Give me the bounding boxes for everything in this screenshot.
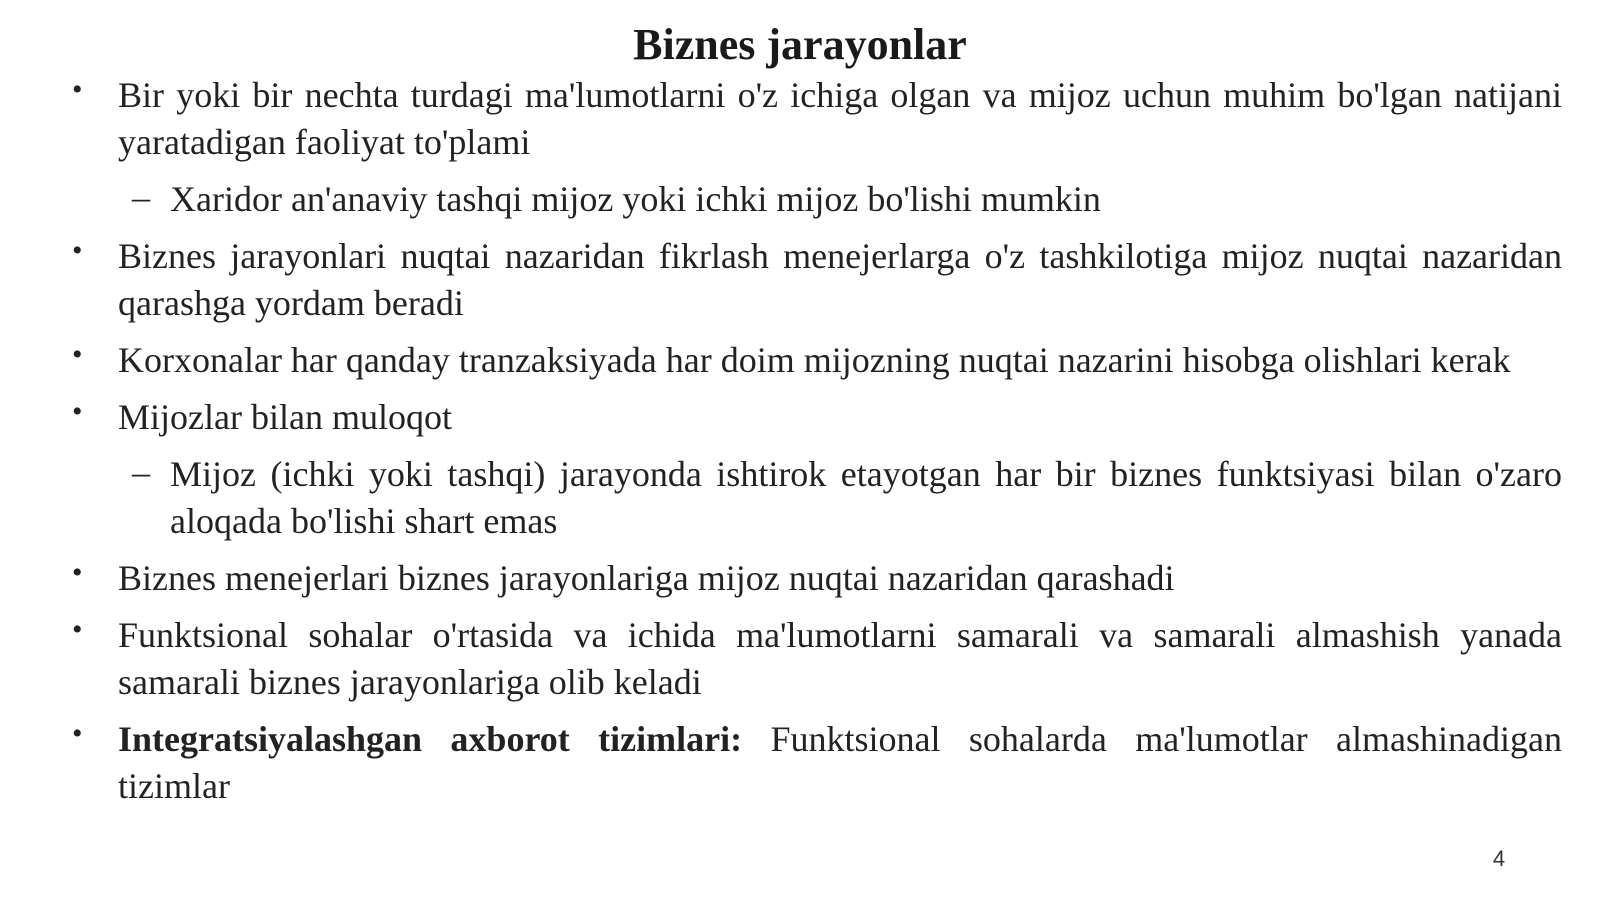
list-item (72, 716, 1562, 810)
bullet-icon: • (72, 613, 83, 646)
list-subitem (72, 451, 1562, 545)
slide-title: Biznes jarayonlar (633, 20, 967, 69)
dash-icon: – (132, 177, 150, 217)
term-definition: Funktsional sohalarda ma'lumotlar almashinadigan tizimlar (118, 719, 1562, 806)
list-item-text: Bir yoki bir nechta turdagi ma'lumotlarni o'z ichiga olgan va mijoz uchun muhim bo'lgan natijani yaratadigan faoliyat to'plami (118, 75, 1562, 162)
bullet-list (72, 72, 1562, 820)
list-subitem-text: Xaridor an'anaviy tashqi mijoz yoki ichki mijoz bo'lishi mumkin (170, 179, 1101, 219)
page-number: 4 (1492, 846, 1506, 871)
list-subitem (72, 176, 1562, 223)
bullet-icon: • (72, 556, 83, 589)
list-item-text: Biznes jarayonlari nuqtai nazaridan fikrlash menejerlarga o'z tashkilotiga mijoz nuqtai nazaridan qarashga yordam beradi (118, 236, 1562, 323)
list-item (72, 394, 1562, 441)
list-item (72, 233, 1562, 327)
list-item (72, 337, 1562, 384)
bullet-icon: • (72, 73, 83, 106)
list-item-text (118, 716, 1562, 810)
term-label: Integratsiyalashgan axborot tizimlari: (118, 719, 743, 759)
bullet-icon: • (72, 395, 83, 428)
list-item-text: Biznes menejerlari biznes jarayonlariga mijoz nuqtai nazaridan qarashadi (118, 558, 1175, 598)
list-item (72, 72, 1562, 166)
bullet-icon: • (72, 717, 83, 750)
list-item-text: Funktsional sohalar o'rtasida va ichida ma'lumotlarni samarali va samarali almashish yanada samarali biznes jarayonlariga olib keladi (118, 615, 1562, 702)
bullet-icon: • (72, 338, 83, 371)
bullet-icon: • (72, 234, 83, 267)
list-item (72, 612, 1562, 706)
list-item-text: Korxonalar har qanday tranzaksiyada har doim mijozning nuqtai nazarini hisobga olishlari kerak (118, 340, 1511, 380)
list-item-text: Mijozlar bilan muloqot (118, 397, 452, 437)
dash-icon: – (132, 452, 150, 492)
list-item (72, 555, 1562, 602)
list-subitem-text: Mijoz (ichki yoki tashqi) jarayonda ishtirok etayotgan har bir biznes funktsiyasi bilan o'zaro aloqada bo'lishi shart emas (170, 454, 1562, 541)
